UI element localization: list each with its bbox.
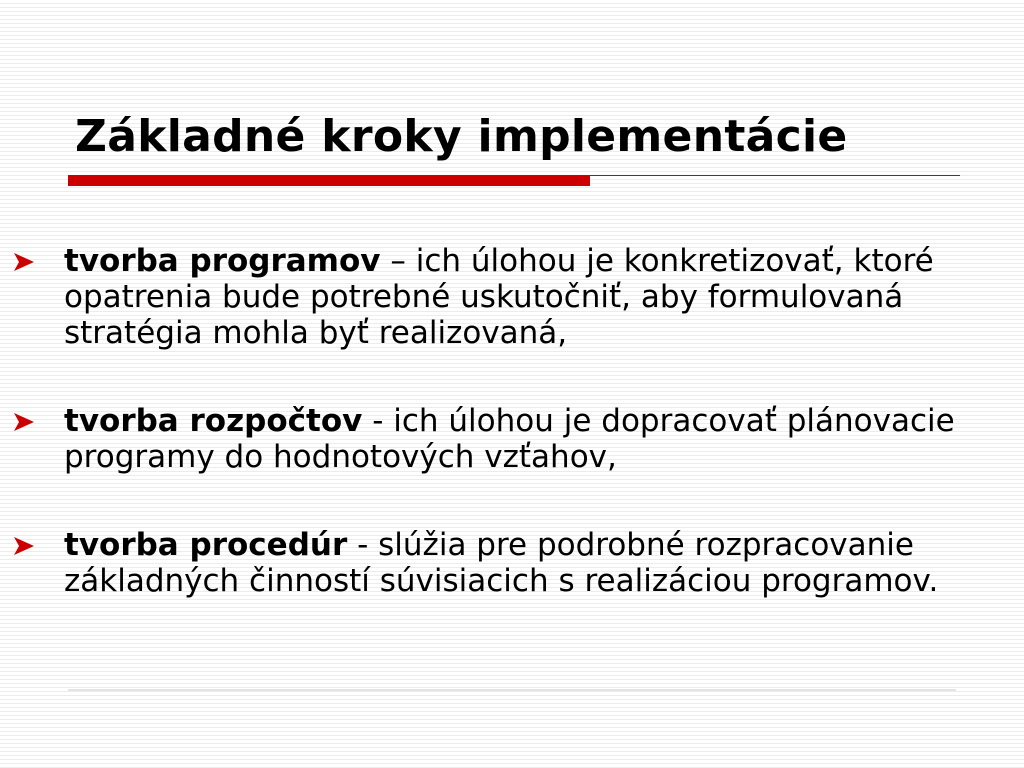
title-underline-thick bbox=[68, 175, 590, 186]
bullet-term: tvorba rozpočtov bbox=[64, 403, 363, 439]
bullet-term: tvorba programov bbox=[64, 243, 381, 279]
bullet-item-programs bbox=[0, 243, 1024, 351]
bullet-list bbox=[0, 243, 1024, 651]
bullet-text: – ich úlohou je konkretizovať, ktoré opatrenia bude potrebné uskutočniť, aby formulovaná stratégia mohla byť realizovaná, bbox=[64, 243, 934, 351]
title-underline-thin bbox=[590, 175, 960, 176]
arrowhead-bullet-icon bbox=[13, 252, 35, 272]
bullet-term: tvorba procedúr bbox=[64, 527, 348, 563]
arrowhead-bullet-icon bbox=[13, 536, 35, 556]
arrowhead-bullet-icon bbox=[13, 412, 35, 432]
bullet-item-budgets bbox=[0, 403, 1024, 475]
bullet-item-procedures bbox=[0, 527, 1024, 599]
bullet-text: - ich úlohou je dopracovať plánovacie programy do hodnotových vzťahov, bbox=[64, 403, 955, 475]
footer-divider bbox=[68, 689, 956, 691]
bullet-text: - slúžia pre podrobné rozpracovanie základných činností súvisiacich s realizáciou programov. bbox=[64, 527, 939, 599]
slide-title: Základné kroky implementácie bbox=[75, 111, 848, 162]
